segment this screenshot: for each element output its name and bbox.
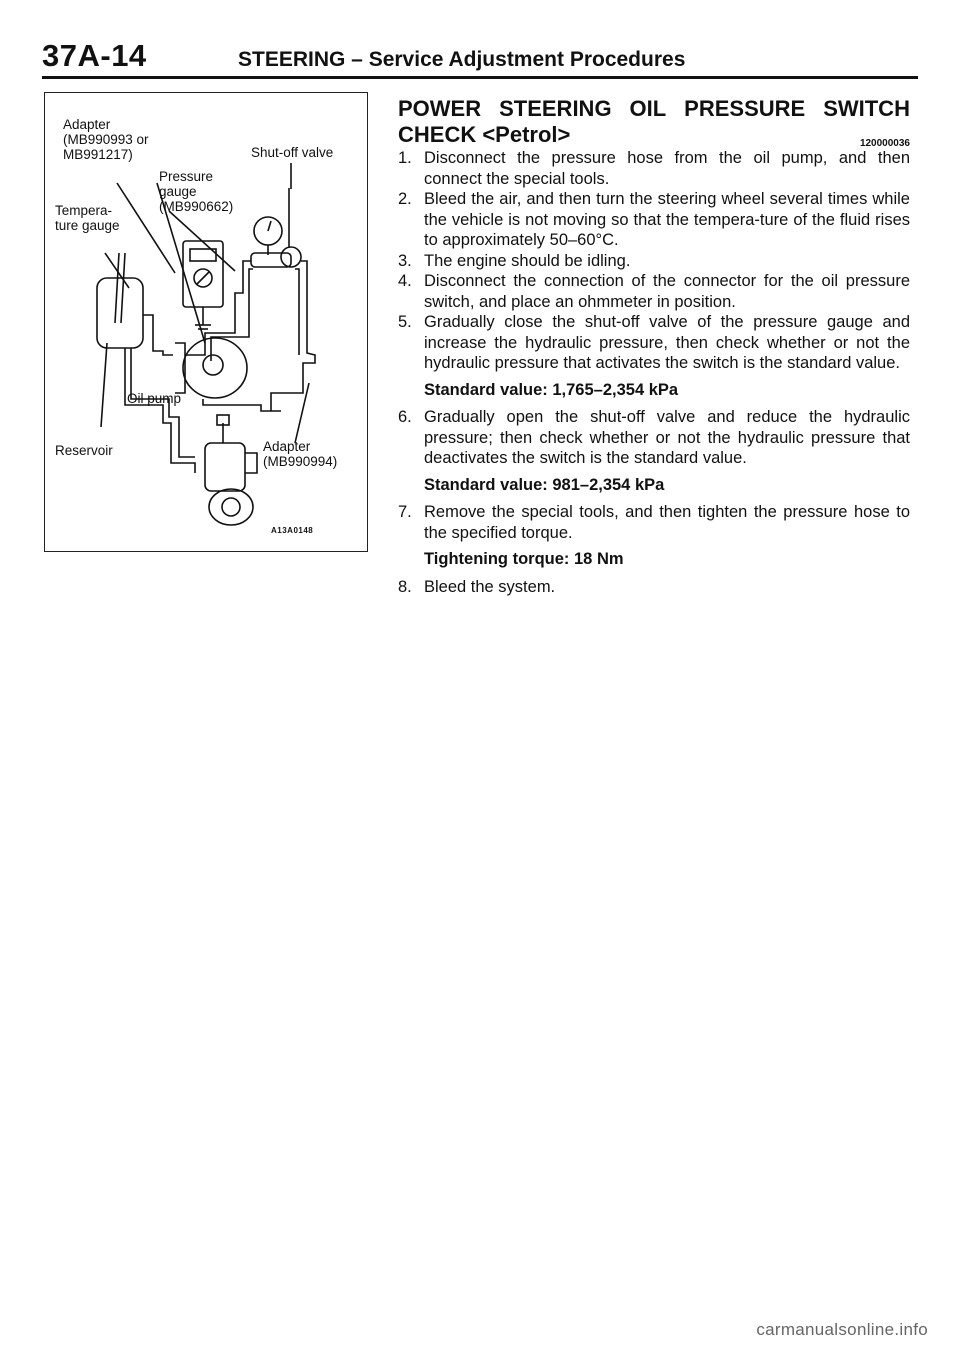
section-code: 120000036 <box>859 138 910 149</box>
label-shutoff-valve: Shut-off valve <box>251 145 334 160</box>
gear-bottom-shape <box>209 489 253 525</box>
section-subtitle: CHECK <Petrol> <box>398 122 571 147</box>
label-temperature-gauge: Tempera- ture gauge <box>55 203 120 233</box>
step-number: 1. <box>398 149 412 167</box>
step-text: The engine should be idling. <box>424 251 631 270</box>
step-text: Bleed the system. <box>424 577 556 596</box>
step-text: Disconnect the connection of the connector for the oil pressure switch, and place an ohmmeter in position. <box>424 272 910 311</box>
step-number: 2. <box>398 190 412 208</box>
standard-value-close: Standard value: 1,765–2,354 kPa <box>424 380 679 399</box>
step-item <box>398 502 910 543</box>
step-item <box>398 251 910 272</box>
label-adapter-top: Adapter (MB990993 or MB991217) <box>63 117 149 162</box>
watermark-link[interactable]: carmanualsonline.info <box>756 1320 928 1339</box>
step-text: Disconnect the pressure hose from the oil pump, and then connect the special tools. <box>424 149 910 188</box>
step-number: 5. <box>398 313 412 331</box>
figure-id: A13A0148 <box>271 526 314 535</box>
title-word: OIL <box>629 96 667 121</box>
step-item <box>398 148 910 189</box>
step-item <box>398 312 910 374</box>
title-word: POWER <box>398 96 482 121</box>
step-number: 6. <box>398 408 412 426</box>
section-title <box>398 96 910 148</box>
diagram-figure <box>44 92 368 552</box>
step-item <box>398 271 910 312</box>
label-pressure-gauge: Pressure gauge (MB990662) <box>159 169 234 214</box>
step-item <box>398 189 910 251</box>
step-text: Gradually open the shut-off valve and reduce the hydraulic pressure; then check whether or not the hydraulic pressure that deactivates the switch is the standard value. <box>424 408 910 467</box>
step-text: Remove the special tools, and then tighten the pressure hose to the specified torque. <box>424 503 910 542</box>
step-number: 4. <box>398 272 412 290</box>
header-divider <box>42 76 918 79</box>
label-oil-pump: Oil pump <box>127 391 182 406</box>
page-number: 37A-14 <box>42 38 147 73</box>
section-title-line2 <box>398 122 910 148</box>
title-word: PRESSURE <box>684 96 806 121</box>
step-text: Bleed the air, and then turn the steering wheel several times while the vehicle is not moving so that the tempera-ture of the fluid rises to approximately 50–60°C. <box>424 190 910 249</box>
page-header-title: STEERING – Service Adjustment Procedures <box>238 48 686 71</box>
tightening-torque: Tightening torque: 18 Nm <box>424 550 624 568</box>
step-text: Gradually close the shut-off valve of the pressure gauge and increase the hydraulic pressure, then check whether or not the hydraulic pressure that activates the switch is the standard value. <box>424 313 910 372</box>
step-number: 3. <box>398 251 412 270</box>
multimeter-shape <box>183 241 223 307</box>
section-title-line1 <box>398 96 910 122</box>
power-steering-test-diagram <box>45 93 369 553</box>
step-item <box>398 407 910 469</box>
step-number: 8. <box>398 577 412 596</box>
standard-value-open: Standard value: 981–2,354 kPa <box>424 475 665 494</box>
label-adapter-bottom: Adapter (MB990994) <box>263 439 338 469</box>
step-number: 7. <box>398 503 412 521</box>
step-item <box>398 577 910 598</box>
gear-box-shape <box>205 443 245 491</box>
procedure-steps <box>398 148 910 597</box>
title-word: SWITCH <box>823 96 910 121</box>
label-reservoir: Reservoir <box>55 443 113 458</box>
reservoir-shape <box>97 278 143 348</box>
title-word: STEERING <box>499 96 612 121</box>
oil-pump-shape <box>183 338 247 398</box>
